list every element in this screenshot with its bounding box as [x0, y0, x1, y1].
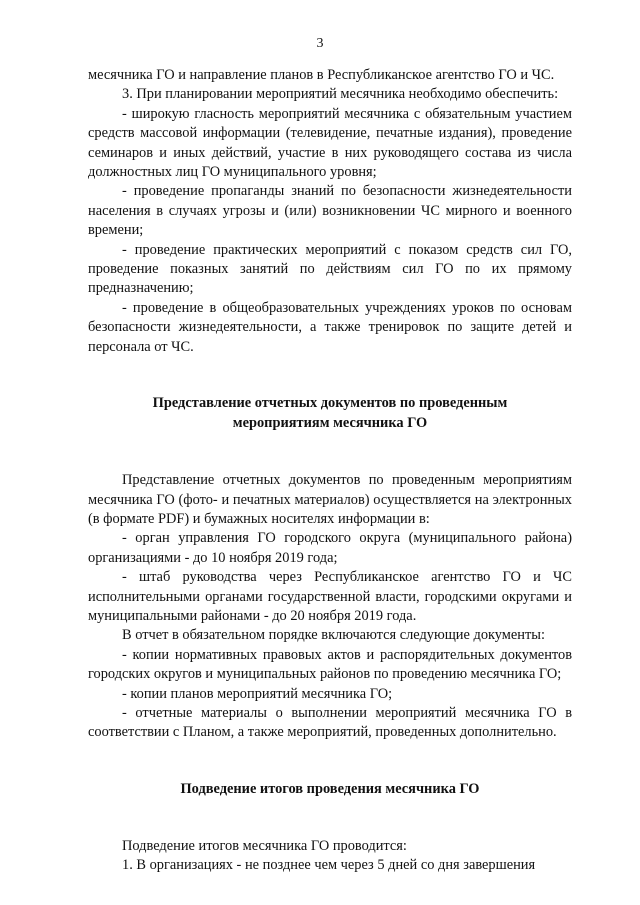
heading-line: Представление отчетных документов по проведенным — [152, 395, 508, 412]
list-item: - отчетные материалы о выполнении мероприятий месячника ГО в соответствии с Планом, а также мероприятий, проведенных дополнительно. — [88, 704, 572, 741]
paragraph: В отчет в обязательном порядке включаются следующие документы: — [122, 627, 545, 644]
section-intro — [88, 66, 572, 357]
list-item: - проведение практических мероприятий с показом средств сил ГО, проведение показных занятий по действиям сил ГО по их прямому предназначению; — [88, 241, 572, 297]
page-number: 3 — [316, 36, 324, 51]
paragraph: Подведение итогов месячника ГО проводится: — [122, 837, 407, 854]
list-item: - штаб руководства через Республиканское агентство ГО и ЧС исполнительными органами государственной власти, городскими округами и муниципальными районами - до 20 ноября 2019 года. — [88, 569, 572, 624]
list-item: - орган управления ГО городского округа (муниципального района) организациями - до 10 ноября 2019 года; — [88, 530, 572, 566]
list-item: - проведение пропаганды знаний по безопасности жизнедеятельности населения в случаях угрозы и (или) возникновении ЧС мирного и военного времени; — [88, 183, 572, 239]
paragraph: 3. При планировании мероприятий месячника необходимо обеспечить: — [122, 86, 559, 103]
paragraph: 1. В организациях - не позднее чем через 5 дней со дня завершения — [122, 857, 536, 874]
list-item: - копии планов мероприятий месячника ГО; — [122, 685, 393, 702]
section-heading-reports — [88, 393, 572, 433]
heading-line: мероприятиям месячника ГО — [232, 415, 428, 432]
section-heading-summary: Подведение итогов проведения месячника ГО — [180, 780, 480, 797]
list-item: - широкую гласность мероприятий месячника с обязательным участием средств массовой информации (телевидение, печатные издания), проведение семинаров и иных действий, участие в них руководящего состава из числа должностных лиц ГО муниципального уровня; — [88, 105, 572, 181]
list-item: - проведение в общеобразовательных учреждениях уроков по основам безопасности жизнедеятельности, а также тренировок по защите детей и персонала от ЧС. — [88, 299, 572, 355]
section-summary — [88, 837, 572, 876]
section-reports — [88, 471, 572, 743]
paragraph: Представление отчетных документов по проведенным мероприятиям месячника ГО (фото- и печатных материалов) осуществляется на электронных (в формате PDF) и бумажных носителях информации в: — [88, 472, 572, 527]
paragraph: месячника ГО и направление планов в Республиканское агентство ГО и ЧС. — [88, 67, 555, 83]
document-body — [88, 66, 572, 876]
list-item: - копии нормативных правовых актов и распорядительных документов городских округов и муниципальных районов по проведению месячника ГО; — [88, 646, 572, 683]
